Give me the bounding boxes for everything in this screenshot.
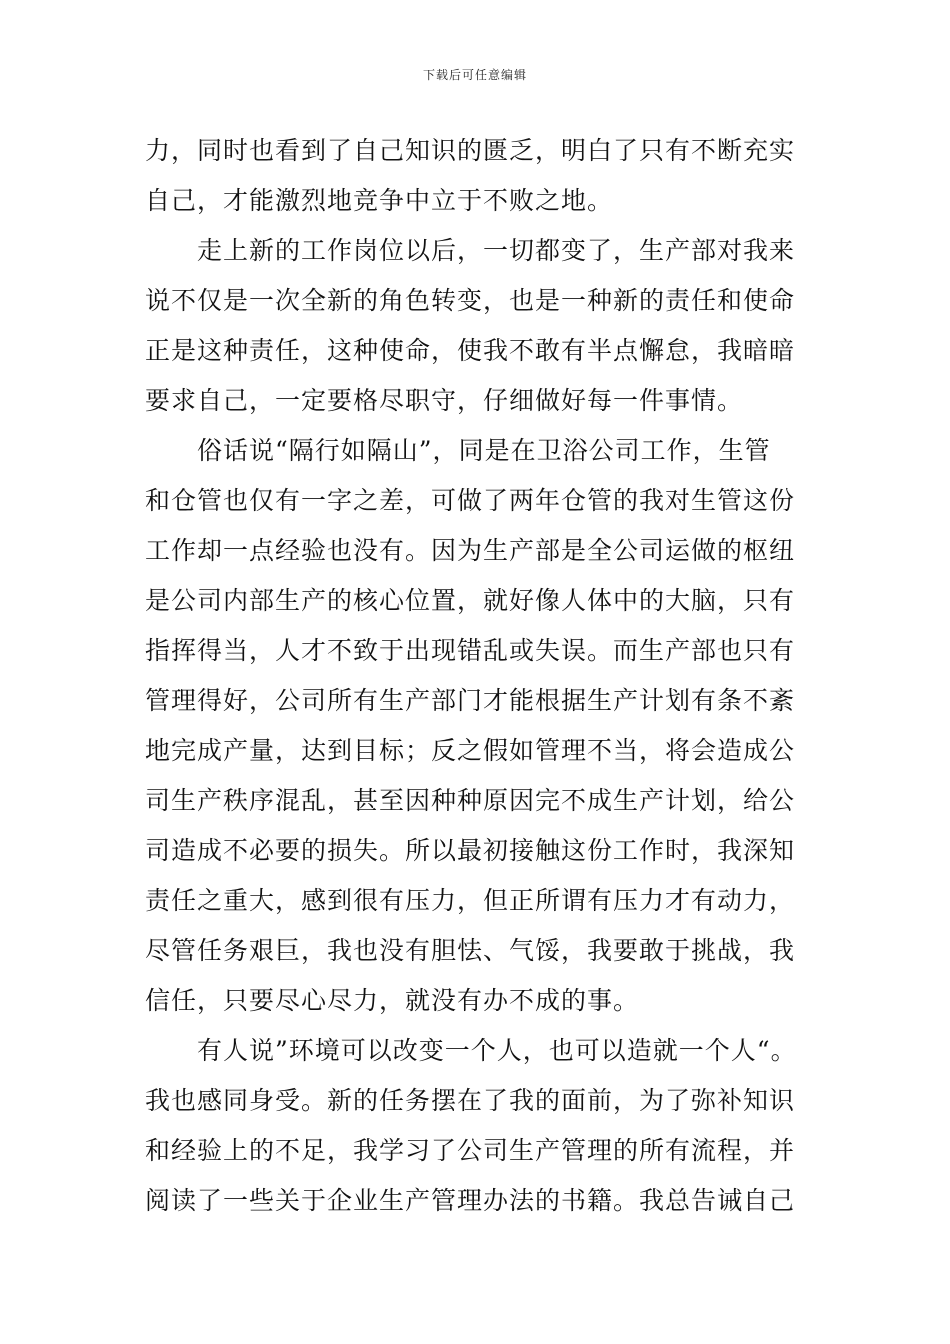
- text-line: 我也感同身受。新的任务摆在了我的面前，为了弥补知识: [145, 1086, 796, 1115]
- text-line: 信任，只要尽心尽力，就没有办不成的事。: [145, 986, 640, 1015]
- text-line: 工作却一点经验也没有。因为生产部是全公司运做的枢纽: [145, 536, 796, 565]
- text-line: 是公司内部生产的核心位置，就好像人体中的大脑，只有: [145, 586, 796, 615]
- text-line: 有人说”环境可以改变一个人，也可以造就一个人“。: [145, 1036, 797, 1065]
- body-text: [145, 126, 825, 1226]
- text-line: 责任之重大，感到很有压力，但正所谓有压力才有动力，: [145, 886, 796, 915]
- text-line: 和仓管也仅有一字之差，可做了两年仓管的我对生管这份: [145, 486, 796, 515]
- page-header: 下载后可任意编辑: [422, 68, 527, 82]
- text-line: 俗话说“隔行如隔山”，同是在卫浴公司工作，生管: [145, 436, 771, 465]
- text-line: 管理得好，公司所有生产部门才能根据生产计划有条不紊: [145, 686, 796, 715]
- text-line: 和经验上的不足，我学习了公司生产管理的所有流程，并: [145, 1136, 796, 1165]
- text-line: 阅读了一些关于企业生产管理办法的书籍。我总告诫自己: [145, 1186, 796, 1215]
- text-line: 走上新的工作岗位以后，一切都变了，生产部对我来: [145, 236, 796, 265]
- text-line: 尽管任务艰巨，我也没有胆怯、气馁，我要敢于挑战，我: [145, 936, 796, 965]
- text-line: 说不仅是一次全新的角色转变，也是一种新的责任和使命: [145, 286, 796, 315]
- text-line: 正是这种责任，这种使命，使我不敢有半点懈怠，我暗暗: [145, 336, 796, 365]
- text-line: 自己，才能激烈地竞争中立于不败之地。: [145, 186, 614, 215]
- text-line: 司生产秩序混乱，甚至因种种原因完不成生产计划，给公: [145, 786, 796, 815]
- text-line: 司造成不必要的损失。所以最初接触这份工作时，我深知: [145, 836, 796, 865]
- text-line: 要求自己，一定要格尽职守，仔细做好每一件事情。: [145, 386, 744, 415]
- text-line: 指挥得当，人才不致于出现错乱或失误。而生产部也只有: [145, 636, 796, 665]
- text-line: 地完成产量，达到目标；反之假如管理不当，将会造成公: [145, 736, 796, 765]
- text-line: 力，同时也看到了自己知识的匮乏，明白了只有不断充实: [145, 136, 796, 165]
